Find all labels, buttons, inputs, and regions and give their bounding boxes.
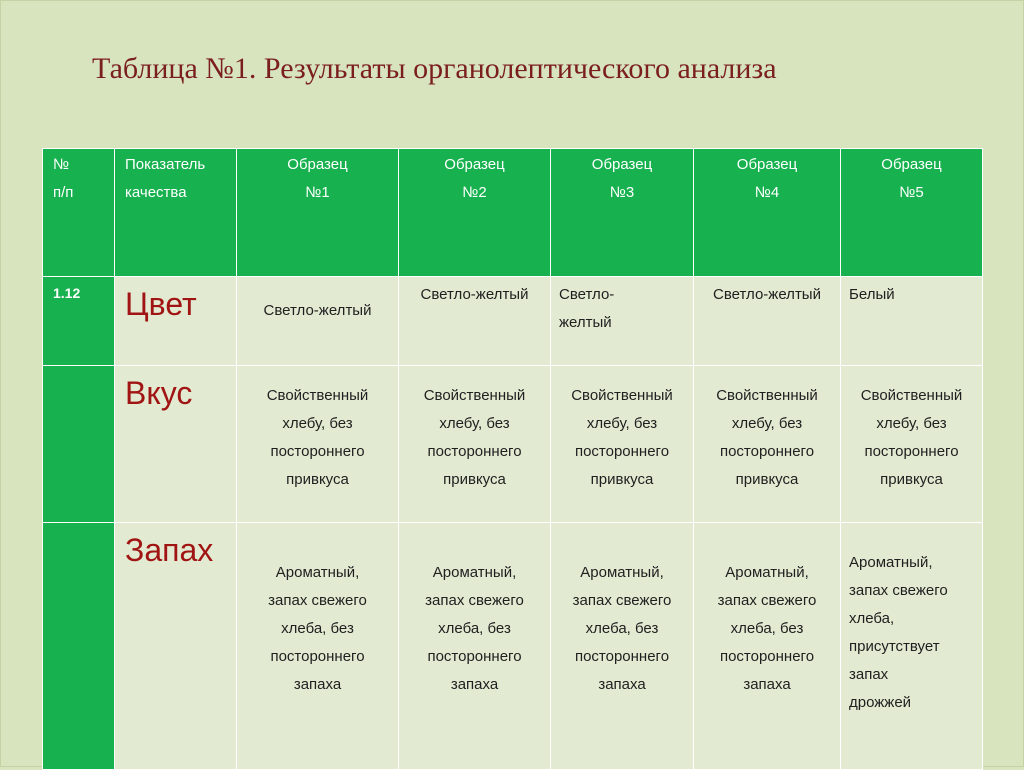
color-sample-3: Светло- желтый bbox=[551, 277, 694, 366]
results-table bbox=[42, 148, 983, 770]
header-row bbox=[43, 149, 983, 277]
row-num bbox=[43, 523, 115, 770]
table-row-smell bbox=[43, 523, 983, 770]
indicator-color: Цвет bbox=[115, 277, 237, 366]
header-sample-3: Образец №3 bbox=[551, 149, 694, 277]
header-sample-4: Образец №4 bbox=[694, 149, 841, 277]
taste-sample-4: Свойственный хлебу, без постороннего привкуса bbox=[694, 366, 841, 523]
header-sample-2: Образец №2 bbox=[399, 149, 551, 277]
indicator-smell: Запах bbox=[115, 523, 237, 770]
row-num: 1.12 bbox=[43, 277, 115, 366]
header-sample-1: Образец №1 bbox=[237, 149, 399, 277]
taste-sample-3: Свойственный хлебу, без постороннего привкуса bbox=[551, 366, 694, 523]
color-sample-2: Светло-желтый bbox=[399, 277, 551, 366]
smell-sample-2: Ароматный, запах свежего хлеба, без постороннего запаха bbox=[399, 523, 551, 770]
color-sample-1: Светло-желтый bbox=[237, 277, 399, 366]
color-sample-4: Светло-желтый bbox=[694, 277, 841, 366]
table-row-taste bbox=[43, 366, 983, 523]
smell-sample-5: Ароматный, запах свежего хлеба, присутствует запах дрожжей bbox=[841, 523, 983, 770]
smell-sample-1: Ароматный, запах свежего хлеба, без постороннего запаха bbox=[237, 523, 399, 770]
color-sample-5: Белый bbox=[841, 277, 983, 366]
table-row-color bbox=[43, 277, 983, 366]
taste-sample-5: Свойственный хлебу, без постороннего привкуса bbox=[841, 366, 983, 523]
row-num bbox=[43, 366, 115, 523]
taste-sample-2: Свойственный хлебу, без постороннего привкуса bbox=[399, 366, 551, 523]
page-title: Таблица №1. Результаты органолептического анализа bbox=[92, 52, 777, 85]
taste-sample-1: Свойственный хлебу, без постороннего привкуса bbox=[237, 366, 399, 523]
smell-sample-4: Ароматный, запах свежего хлеба, без постороннего запаха bbox=[694, 523, 841, 770]
header-indicator: Показатель качества bbox=[115, 149, 237, 277]
header-sample-5: Образец №5 bbox=[841, 149, 983, 277]
header-num: № п/п bbox=[43, 149, 115, 277]
smell-sample-3: Ароматный, запах свежего хлеба, без постороннего запаха bbox=[551, 523, 694, 770]
indicator-taste: Вкус bbox=[115, 366, 237, 523]
